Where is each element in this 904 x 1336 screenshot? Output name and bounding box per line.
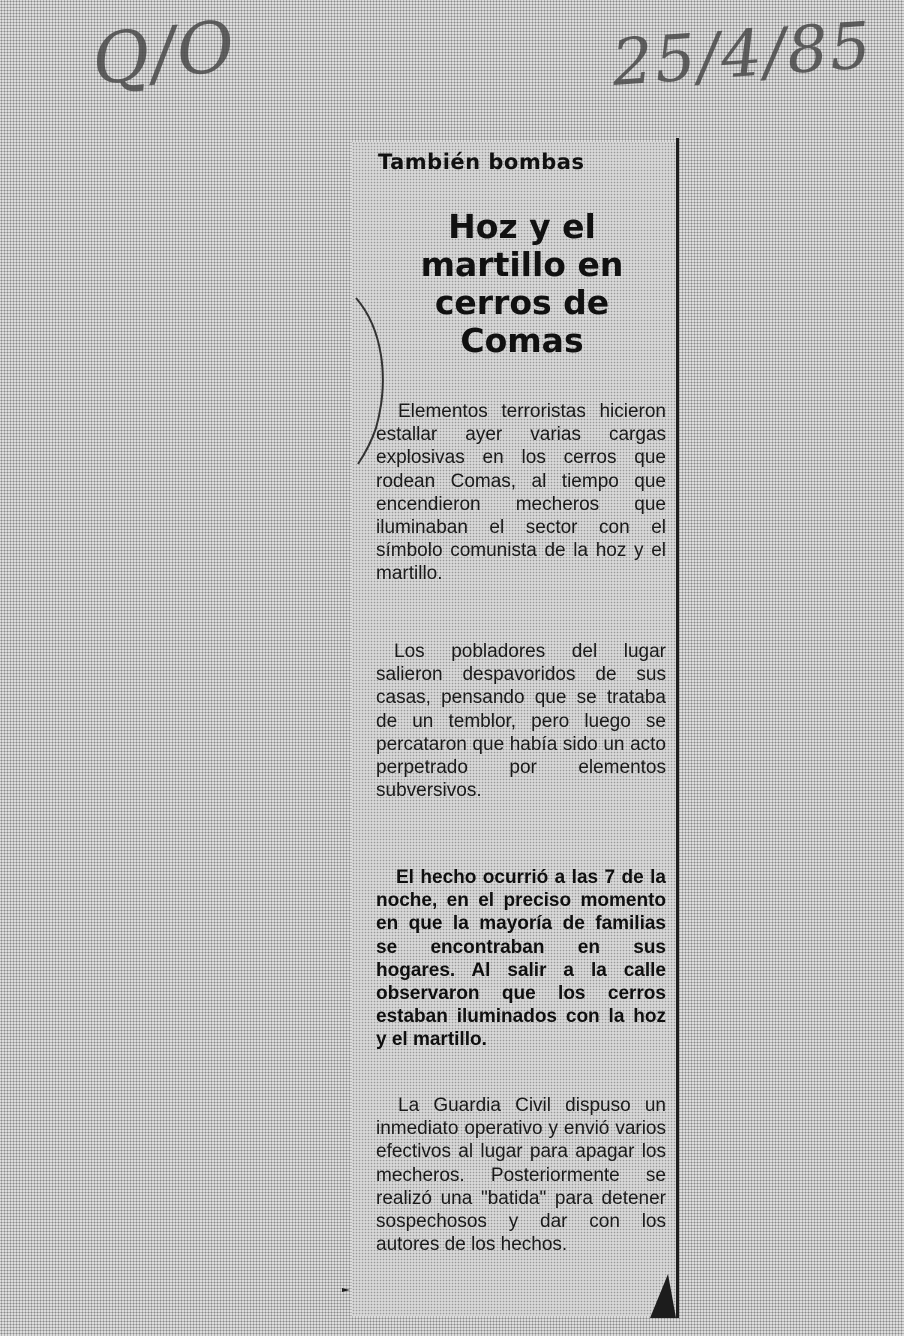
article-paragraph-2: Los pobladores del lugar salieron despavoridos de sus casas, pensando que se trataba de un temblor, pero luego se percataron que había sido un acto perpetrado por elementos subversivos. <box>376 641 666 802</box>
article-paragraph-3: El hecho ocurrió a las 7 de la noche, en el preciso momento en que la mayoría de familias se encontraban en sus hogares. Al salir a la calle observaron que los cerros estaban iluminados con la hoz y el martillo. <box>376 867 666 1051</box>
torn-edge-mark <box>642 1272 682 1318</box>
stray-mark-left <box>342 1286 350 1294</box>
handwritten-date-note: 25/4/85 <box>609 8 875 102</box>
article-headline: Hoz y el martillo en cerros de Comas <box>420 207 624 360</box>
article-paragraph-1: Elementos terroristas hicieron estallar ayer varias cargas explosivas en los cerros que rodean Comas, al tiempo que encendieron mecheros que iluminaban el sector con el símbolo comunista de la hoz y el martillo. <box>376 401 666 585</box>
article-paragraph-4: La Guardia Civil dispuso un inmediato operativo y envió varios efectivos al lugar para apagar los mecheros. Posteriormente se realizó una "batida" para detener sospechosos y dar con los autores de los hechos. <box>376 1095 666 1256</box>
article-kicker: También bombas <box>378 150 585 174</box>
handwritten-reference-note: Q/O <box>88 4 241 102</box>
column-rule <box>676 138 679 1318</box>
